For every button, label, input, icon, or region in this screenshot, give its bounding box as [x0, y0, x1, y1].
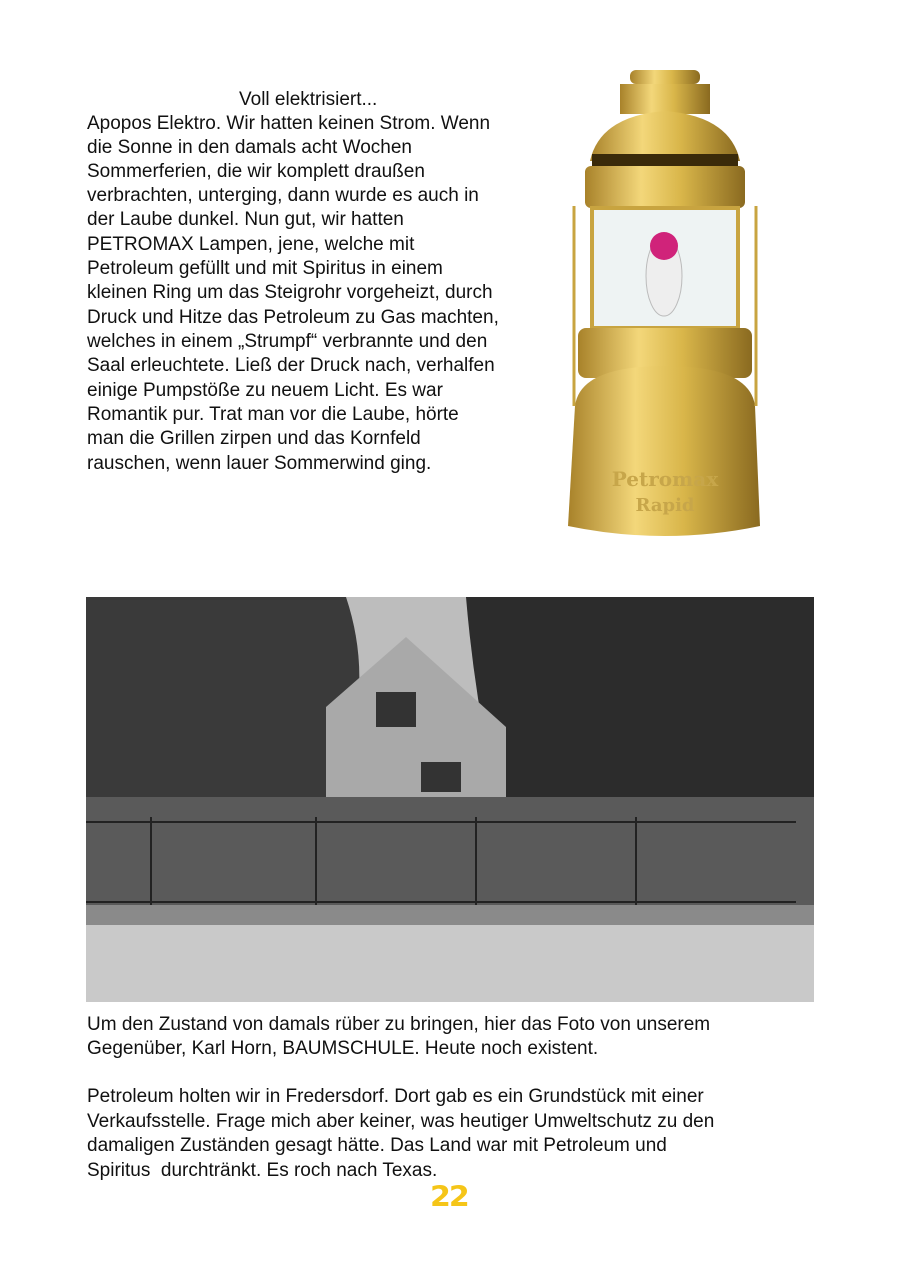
svg-text:Petromax: Petromax — [611, 467, 719, 491]
text-line: kleinen Ring um das Steigrohr vorgeheizt, durch — [87, 282, 493, 303]
petromax-lamp-image — [560, 66, 770, 548]
text-line: Druck und Hitze das Petroleum zu Gas machten, — [87, 307, 499, 328]
text-line: man die Grillen zirpen und das Kornfeld — [87, 428, 421, 449]
text-line: PETROMAX Lampen, jene, welche mit — [87, 234, 415, 255]
text-line: rauschen, wenn lauer Sommerwind ging. — [87, 453, 432, 474]
text-line: Spiritus durchtränkt. Es roch nach Texas. — [87, 1160, 438, 1181]
section-title: Voll elektrisiert... — [239, 89, 378, 110]
svg-text:Rapid: Rapid — [635, 495, 695, 516]
text-line: welches in einem „Strumpf“ verbrannte und den — [87, 331, 488, 352]
house-photo — [86, 597, 814, 1002]
text-line: Saal erleuchtete. Ließ der Druck nach, verhalfen — [87, 355, 495, 376]
text-line: Um den Zustand von damals rüber zu bringen, hier das Foto von unserem — [87, 1014, 711, 1035]
text-line: der Laube dunkel. Nun gut, wir hatten — [87, 209, 404, 230]
text-line: einige Pumpstöße zu neuem Licht. Es war — [87, 380, 443, 401]
text-line: Petroleum holten wir in Fredersdorf. Dort gab es ein Grundstück mit einer — [87, 1086, 704, 1107]
text-line: Sommerferien, die wir komplett draußen — [87, 161, 425, 182]
text-line: Apopos Elektro. Wir hatten keinen Strom. Wenn — [87, 113, 491, 134]
text-line: die Sonne in den damals acht Wochen — [87, 137, 412, 158]
text-line: Petroleum gefüllt und mit Spiritus in einem — [87, 258, 443, 279]
page-number: 22 — [430, 1180, 468, 1215]
text-line: Romantik pur. Trat man vor die Laube, hörte — [87, 404, 459, 425]
text-line: verbrachten, unterging, dann wurde es auch in — [87, 185, 479, 206]
text-line: Gegenüber, Karl Horn, BAUMSCHULE. Heute noch existent. — [87, 1038, 599, 1059]
text-line: Verkaufsstelle. Frage mich aber keiner, was heutiger Umweltschutz zu den — [87, 1111, 715, 1132]
text-line: damaligen Zuständen gesagt hätte. Das Land war mit Petroleum und — [87, 1135, 667, 1156]
